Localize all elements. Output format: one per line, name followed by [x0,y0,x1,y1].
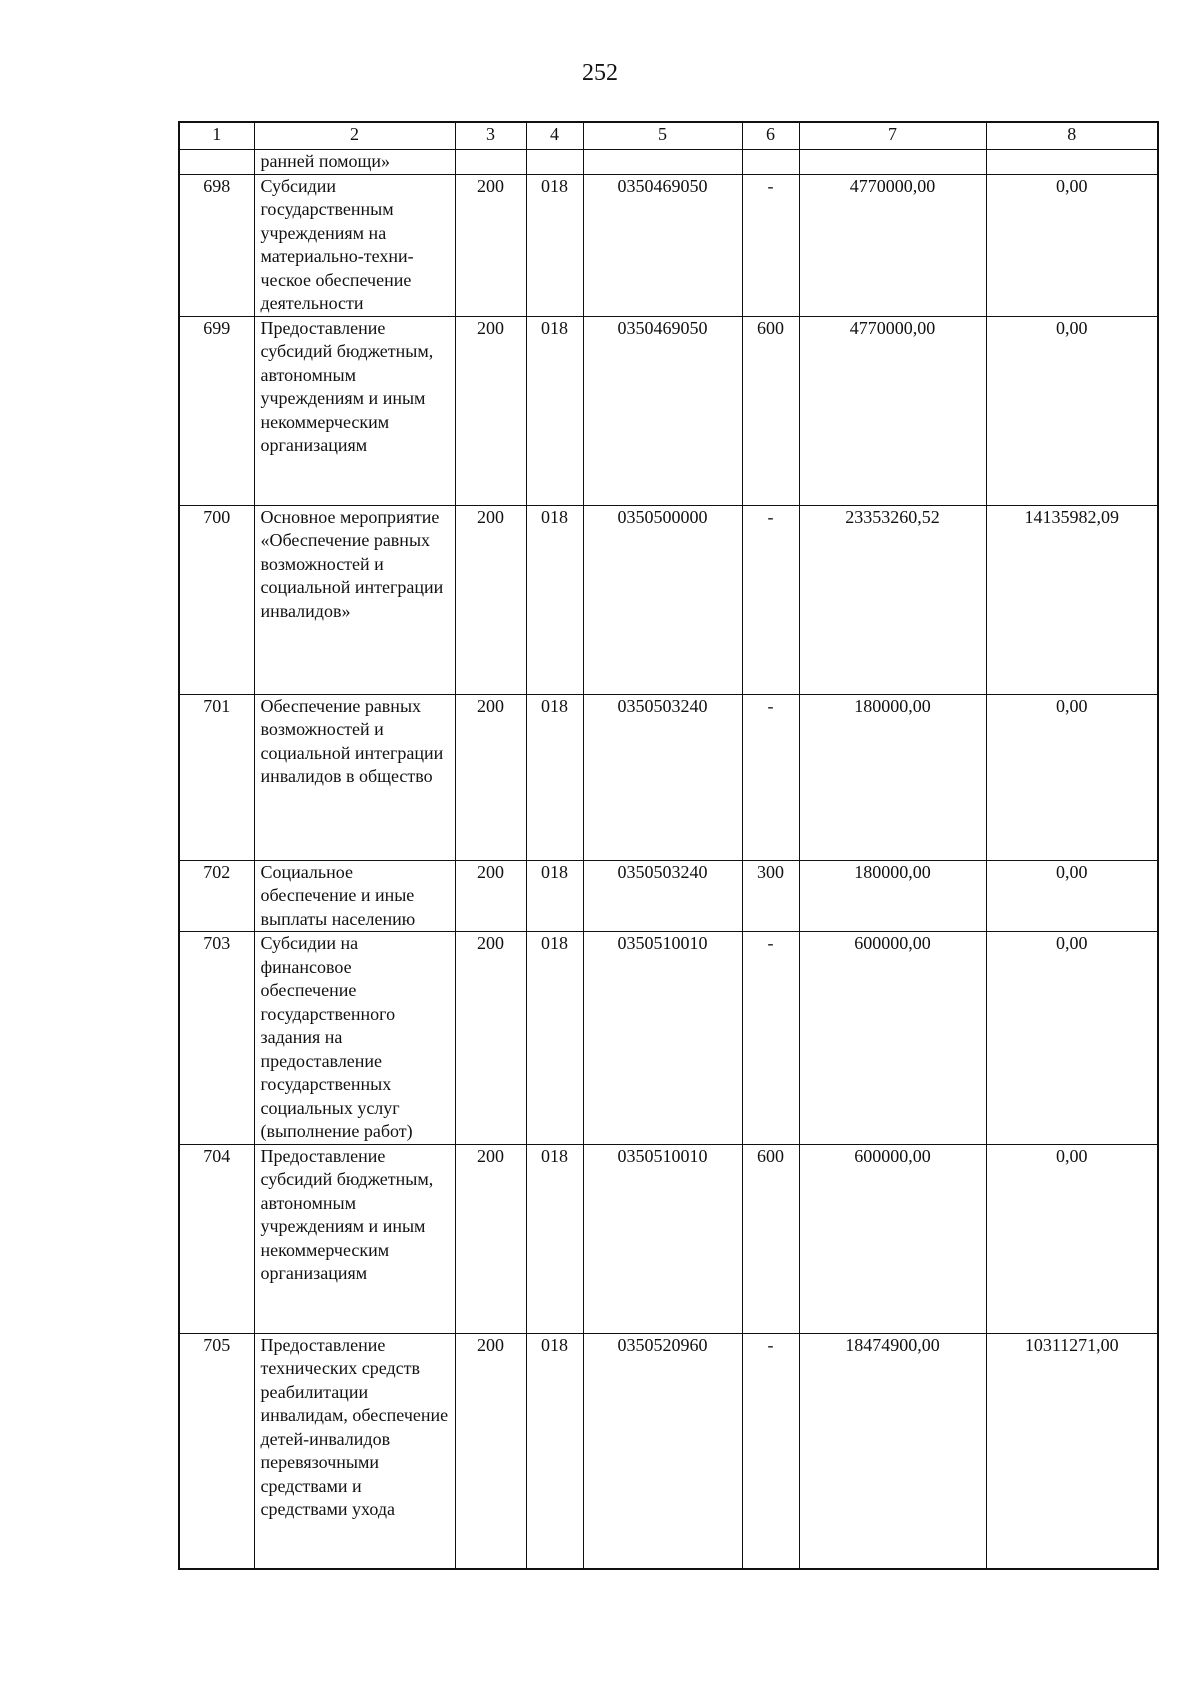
table-row [179,1333,1158,1569]
table-cell: 200 [455,1144,526,1333]
table-row [179,694,1158,860]
amount-cell: 14135982,09 [986,505,1158,694]
table-cell: 200 [455,694,526,860]
column-header: 1 [179,122,254,150]
table-cell: - [742,694,799,860]
budget-table [178,121,1159,1570]
amount-cell: 10311271,00 [986,1333,1158,1569]
row-number: 705 [179,1333,254,1569]
column-header: 3 [455,122,526,150]
row-number: 699 [179,316,254,505]
row-number: 702 [179,860,254,932]
row-description: Предоставление субсидий бюджетным, автономным учреждениям и иным некоммерческим организациям [254,316,455,505]
row-description: Предоставление субсидий бюджетным, автономным учреждениям и иным некоммерческим организациям [254,1144,455,1333]
table-row [179,860,1158,932]
table-row [179,505,1158,694]
table-cell: 200 [455,316,526,505]
row-number: 701 [179,694,254,860]
table-cell: 0350503240 [583,860,742,932]
amount-cell: 23353260,52 [799,505,986,694]
table-cell: 200 [455,932,526,1145]
table-cell [179,150,254,175]
column-header: 4 [526,122,583,150]
amount-cell: 600000,00 [799,932,986,1145]
amount-cell: 180000,00 [799,694,986,860]
table-cell: - [742,174,799,316]
table-cell: 018 [526,860,583,932]
amount-cell: 0,00 [986,694,1158,860]
table-cell [799,150,986,175]
table-cell: 300 [742,860,799,932]
amount-cell: 0,00 [986,316,1158,505]
amount-cell: 0,00 [986,174,1158,316]
column-header: 2 [254,122,455,150]
table-cell: 200 [455,860,526,932]
table-cell: ранней помощи» [254,150,455,175]
continuation-row [179,150,1158,175]
table-cell: 600 [742,316,799,505]
table-cell: 0350469050 [583,174,742,316]
table-header-row [179,122,1158,150]
amount-cell: 4770000,00 [799,174,986,316]
row-description: Обеспечение равных возможностей и социальной интеграции инвалидов в общество [254,694,455,860]
table-cell [742,150,799,175]
amount-cell: 0,00 [986,1144,1158,1333]
table-row [179,1144,1158,1333]
table-cell: 0350510010 [583,1144,742,1333]
table-cell: 018 [526,932,583,1145]
row-description: Предоставление технических средств реабилитации инвалидам, обеспечение детей-инвалидов перевязочными средствами и средствами ухода [254,1333,455,1569]
amount-cell: 4770000,00 [799,316,986,505]
table-cell: - [742,932,799,1145]
row-number: 704 [179,1144,254,1333]
column-header: 6 [742,122,799,150]
row-description: Основное мероприятие «Обеспечение равных возможностей и социальной интеграции инвалидов» [254,505,455,694]
table-row [179,174,1158,316]
table-cell: - [742,505,799,694]
table-cell [986,150,1158,175]
table-cell: 0350520960 [583,1333,742,1569]
row-number: 700 [179,505,254,694]
row-description: Субсидии на финансовое обеспечение государственного задания на предоставление государственных социальных услуг (выполнение работ) [254,932,455,1145]
amount-cell: 18474900,00 [799,1333,986,1569]
table-cell [455,150,526,175]
table-row [179,932,1158,1145]
amount-cell: 180000,00 [799,860,986,932]
table-row [179,316,1158,505]
row-number: 703 [179,932,254,1145]
table-cell: 200 [455,505,526,694]
amount-cell: 600000,00 [799,1144,986,1333]
table-cell: 018 [526,694,583,860]
page-number: 252 [582,60,618,86]
table-cell: 0350469050 [583,316,742,505]
table-cell: 600 [742,1144,799,1333]
column-header: 8 [986,122,1158,150]
row-description: Социальное обеспечение и иные выплаты населению [254,860,455,932]
table-cell: 200 [455,1333,526,1569]
row-number: 698 [179,174,254,316]
amount-cell: 0,00 [986,860,1158,932]
table-cell: 0350500000 [583,505,742,694]
table-cell: 018 [526,1333,583,1569]
table-cell: 018 [526,174,583,316]
column-header: 7 [799,122,986,150]
table-cell: 0350510010 [583,932,742,1145]
table-cell: 0350503240 [583,694,742,860]
table-cell: - [742,1333,799,1569]
amount-cell: 0,00 [986,932,1158,1145]
table-cell: 018 [526,1144,583,1333]
table-cell: 018 [526,316,583,505]
table-cell [583,150,742,175]
table-cell: 200 [455,174,526,316]
table-cell: 018 [526,505,583,694]
column-header: 5 [583,122,742,150]
row-description: Субсидии государственным учреждениям на материально-техни-ческое обеспечение деятельности [254,174,455,316]
table-cell [526,150,583,175]
